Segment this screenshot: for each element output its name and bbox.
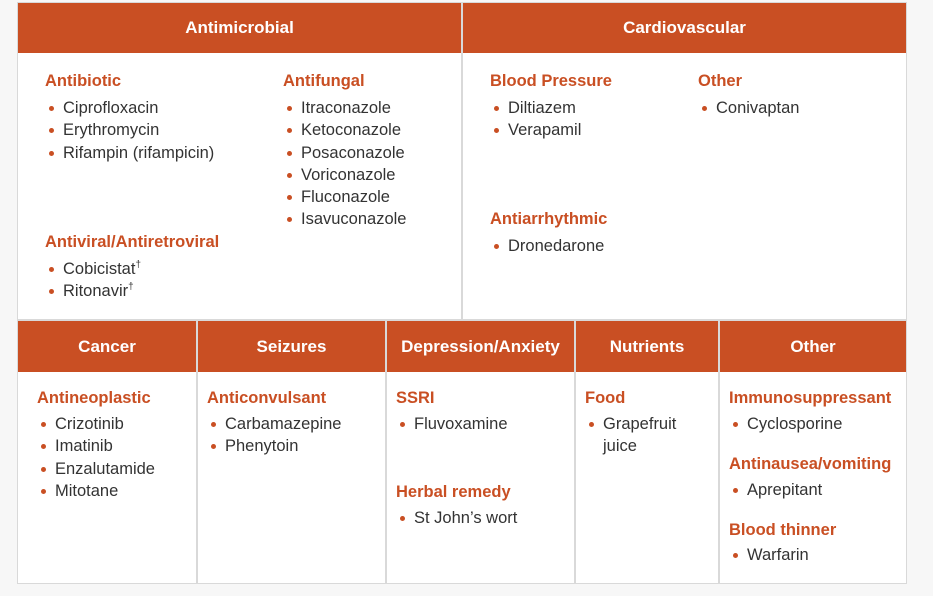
list-item: Warfarin <box>729 544 809 566</box>
list-item: Voriconazole <box>283 164 407 186</box>
antifungal-heading: Antifungal <box>283 72 365 90</box>
cardiovascular-header: Cardiovascular <box>463 3 906 53</box>
seizures-header: Seizures <box>198 321 385 372</box>
blood-thinner-list <box>729 544 809 566</box>
nutrients-header: Nutrients <box>576 321 718 372</box>
list-item: Posaconazole <box>283 142 407 164</box>
depression-header: Depression/Anxiety <box>387 321 574 372</box>
list-item: Itraconazole <box>283 97 407 119</box>
list-item: Imatinib <box>37 435 155 457</box>
item-text: Cobicistat <box>63 260 136 278</box>
antibiotic-list <box>45 97 214 164</box>
cancer-panel <box>17 320 197 584</box>
antiarrhythmic-list <box>490 235 604 257</box>
list-item <box>45 258 141 280</box>
herbal-list <box>396 507 517 529</box>
seizures-panel <box>197 320 386 584</box>
antimicrobial-panel <box>17 2 462 320</box>
other-panel <box>719 320 907 584</box>
antiviral-heading: Antiviral/Antiretroviral <box>45 233 220 251</box>
dagger-mark: † <box>135 259 142 271</box>
anticonvulsant-heading: Anticonvulsant <box>207 389 327 407</box>
list-item: Cyclosporine <box>729 413 842 435</box>
blood-pressure-list <box>490 97 581 142</box>
other-header: Other <box>720 321 906 372</box>
cardio-other-list <box>698 97 799 119</box>
depression-panel <box>386 320 575 584</box>
list-item: Isavuconazole <box>283 208 407 230</box>
food-heading: Food <box>585 389 626 407</box>
list-item: Fluconazole <box>283 186 407 208</box>
blood-thinner-heading: Blood thinner <box>729 521 837 539</box>
ssri-heading: SSRI <box>396 389 435 407</box>
list-item: Mitotane <box>37 480 155 502</box>
antinausea-list <box>729 479 822 501</box>
list-item: Ciprofloxacin <box>45 97 214 119</box>
list-item: Diltiazem <box>490 97 581 119</box>
list-item: Ketoconazole <box>283 119 407 141</box>
immunosuppressant-list <box>729 413 842 435</box>
ssri-list <box>396 413 508 435</box>
antimicrobial-header: Antimicrobial <box>18 3 461 53</box>
herbal-heading: Herbal remedy <box>396 483 511 501</box>
list-item: Fluvoxamine <box>396 413 508 435</box>
list-item: Conivaptan <box>698 97 799 119</box>
antiviral-list <box>45 258 141 303</box>
list-item: Rifampin (rifampicin) <box>45 142 214 164</box>
list-item: Enzalutamide <box>37 458 155 480</box>
list-item: Crizotinib <box>37 413 155 435</box>
list-item: Erythromycin <box>45 119 214 141</box>
list-item: Carbamazepine <box>207 413 341 435</box>
dagger-mark: † <box>128 281 134 293</box>
list-item: Verapamil <box>490 119 581 141</box>
cancer-header: Cancer <box>18 321 196 372</box>
antineoplastic-list <box>37 413 155 502</box>
antiarrhythmic-heading: Antiarrhythmic <box>490 210 608 228</box>
list-item: Aprepitant <box>729 479 822 501</box>
anticonvulsant-list <box>207 413 341 458</box>
antinausea-heading: Antinausea/vomiting <box>729 455 892 473</box>
list-item <box>45 280 141 302</box>
list-item: St John’s wort <box>396 507 517 529</box>
cardio-other-heading: Other <box>698 72 743 90</box>
antineoplastic-heading: Antineoplastic <box>37 389 151 407</box>
antifungal-list <box>283 97 407 231</box>
nutrients-panel <box>575 320 719 584</box>
immunosuppressant-heading: Immunosuppressant <box>729 389 892 407</box>
list-item: Phenytoin <box>207 435 341 457</box>
blood-pressure-heading: Blood Pressure <box>490 72 612 90</box>
list-item: Grapefruit juice <box>585 413 695 458</box>
antibiotic-heading: Antibiotic <box>45 72 122 90</box>
item-text: Ritonavir <box>63 282 129 301</box>
list-item: Dronedarone <box>490 235 604 257</box>
food-list <box>585 413 695 458</box>
cardiovascular-panel <box>462 2 907 320</box>
